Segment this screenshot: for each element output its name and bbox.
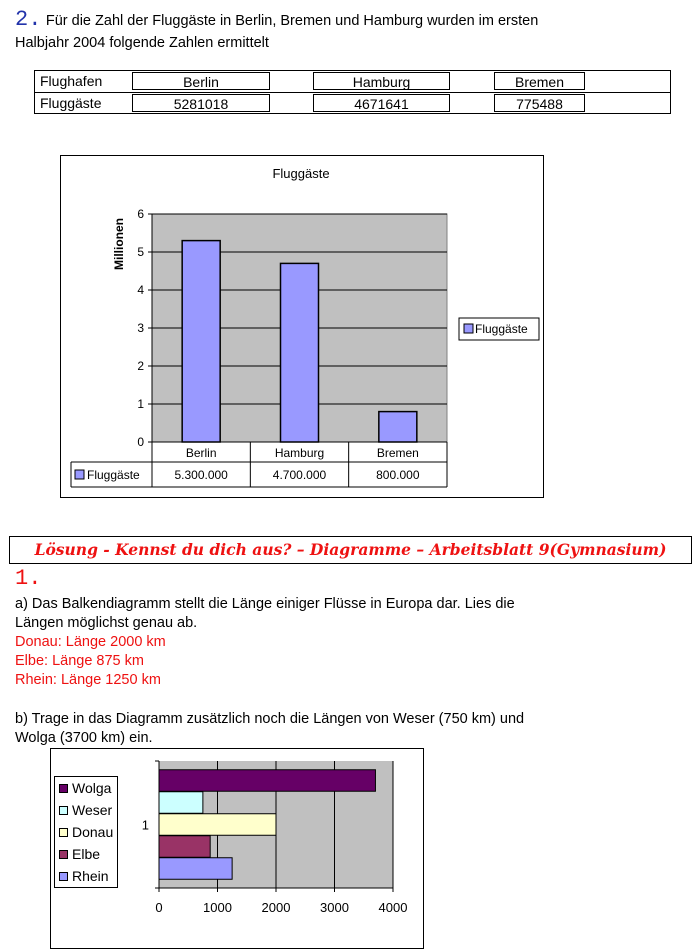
x-tick-label: 1000 xyxy=(203,900,232,915)
solution-number: 1. xyxy=(15,566,42,591)
task-a-line2: Längen möglichst genau ab. xyxy=(15,615,198,631)
legend-label: Wolga xyxy=(72,780,112,796)
bar xyxy=(159,792,203,814)
y-tick-label: 1 xyxy=(137,397,144,411)
answer-rhein: Rhein: Länge 1250 km xyxy=(15,672,161,688)
y-tick-label: 4 xyxy=(137,283,144,297)
legend-swatch xyxy=(59,806,68,815)
bar xyxy=(379,412,417,442)
data-table-value: 4.700.000 xyxy=(272,468,327,482)
legend-label: Elbe xyxy=(72,846,101,862)
task-2-heading xyxy=(15,7,685,32)
data-table-swatch xyxy=(75,470,84,479)
bar xyxy=(159,858,232,880)
legend-swatch xyxy=(59,850,68,859)
bar xyxy=(159,770,375,792)
data-table-series-label: Fluggäste xyxy=(87,468,140,482)
bar xyxy=(281,263,319,442)
table-header-label: Flughafen xyxy=(40,73,103,89)
legend-label: Rhein xyxy=(72,868,109,884)
x-tick-label: 2000 xyxy=(261,900,291,915)
bar xyxy=(159,814,276,836)
y-tick-label: 5 xyxy=(137,245,144,259)
passenger-chart-svg xyxy=(61,156,545,499)
task-a-line1: a) Das Balkendiagramm stellt die Länge einiger Flüsse in Europa dar. Lies die xyxy=(15,596,515,612)
y-tick-label: 3 xyxy=(137,321,144,335)
solution-banner: Lösung - Kennst du dich aus? – Diagramme – Arbeitsblatt 9(Gymnasium) xyxy=(9,536,692,564)
legend-swatch xyxy=(59,828,68,837)
answer-donau: Donau: Länge 2000 km xyxy=(15,634,166,650)
x-tick-label: 3000 xyxy=(320,900,349,915)
legend-label: Weser xyxy=(72,802,113,818)
legend-swatch xyxy=(59,784,68,793)
task-b-line2: Wolga (3700 km) ein. xyxy=(15,730,153,746)
table-row-divider xyxy=(34,92,671,93)
task-number: 2. xyxy=(15,7,42,32)
legend-item-rhein xyxy=(59,866,109,886)
table-row-label: Fluggäste xyxy=(40,95,102,111)
answer-elbe: Elbe: Länge 875 km xyxy=(15,653,144,669)
legend-swatch xyxy=(59,872,68,881)
table-border xyxy=(34,71,35,113)
passenger-table xyxy=(34,70,671,114)
task-text-line2: Halbjahr 2004 folgende Zahlen ermittelt xyxy=(15,35,269,51)
passenger-chart xyxy=(60,155,544,498)
legend-item-weser xyxy=(59,800,112,820)
table-cell-berlin: 5281018 xyxy=(132,94,270,112)
table-cell-hamburg: 4671641 xyxy=(313,94,450,112)
x-tick-label: 4000 xyxy=(378,900,408,915)
y-tick-label: 0 xyxy=(137,435,144,449)
y-category-label: 1 xyxy=(141,817,149,833)
data-table-value: 800.000 xyxy=(376,468,420,482)
table-header-hamburg: Hamburg xyxy=(313,72,450,90)
x-tick-label: 0 xyxy=(155,900,163,915)
bar xyxy=(159,836,210,858)
legend-label: Donau xyxy=(72,824,114,840)
y-tick-label: 6 xyxy=(137,207,144,221)
task-b-line1: b) Trage in das Diagramm zusätzlich noch die Längen von Weser (750 km) und xyxy=(15,711,525,727)
legend-item-elbe xyxy=(59,844,100,864)
bar xyxy=(182,241,220,442)
x-tick-label: Hamburg xyxy=(274,446,325,460)
data-table-value: 5.300.000 xyxy=(174,468,228,482)
legend-swatch xyxy=(464,324,473,333)
chart-title: Fluggäste xyxy=(272,166,330,181)
x-tick-label: Bremen xyxy=(376,446,419,460)
legend-label: Fluggäste xyxy=(475,322,528,336)
chart-y-axis-label: Millionen xyxy=(112,218,126,270)
river-legend xyxy=(54,776,118,888)
table-header-bremen: Bremen xyxy=(494,72,585,90)
x-tick-label: Berlin xyxy=(185,446,217,460)
y-tick-label: 2 xyxy=(137,359,144,373)
table-header-berlin: Berlin xyxy=(132,72,270,90)
table-border xyxy=(670,71,671,113)
legend-item-wolga xyxy=(59,778,111,798)
legend-item-donau xyxy=(59,822,113,842)
task-text-line1: Für die Zahl der Fluggäste in Berlin, Bremen und Hamburg wurden im ersten xyxy=(45,13,539,29)
table-cell-bremen: 775488 xyxy=(494,94,585,112)
